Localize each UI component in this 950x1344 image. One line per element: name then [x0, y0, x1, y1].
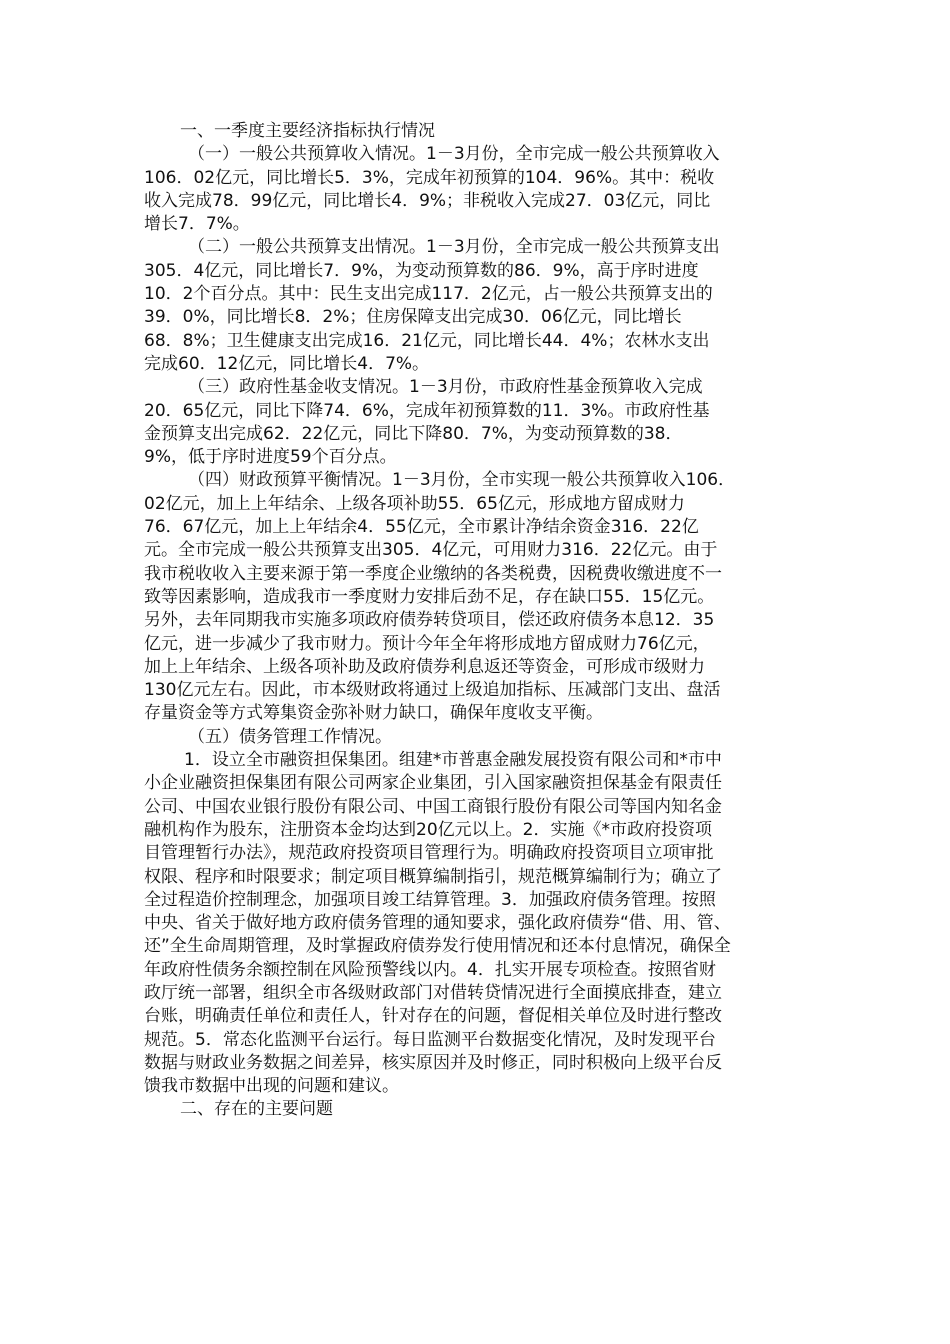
text-line: 二、存在的主要问题: [180, 1099, 333, 1120]
document-body: [144, 120, 809, 1122]
text-line: 68．8%；卫生健康支出完成16．21亿元，同比增长44．4%；农林水支出: [144, 330, 710, 351]
text-line: 106．02亿元，同比增长5．3%，完成年初预算的104．96%。其中：税收: [144, 167, 715, 188]
text-line: 完成60．12亿元，同比增长4．7%。: [144, 353, 430, 374]
text-line: 1．设立全市融资担保集团。组建*市普惠金融发展投资有限公司和*市中: [184, 750, 722, 771]
text-line: 小企业融资担保集团有限公司两家企业集团，引入国家融资担保基金有限责任: [144, 773, 722, 794]
text-line: 融机构作为股东，注册资本金均达到20亿元以上。2．实施《*市政府投资项: [144, 819, 712, 840]
text-line: 还”全生命周期管理，及时掌握政府债券发行使用情况和还本付息情况，确保全: [144, 936, 731, 957]
text-line: 元。全市完成一般公共预算支出305．4亿元，可用财力316．22亿元。由于: [144, 540, 718, 561]
text-line: 另外，去年同期我市实施多项政府债券转贷项目，偿还政府债务本息12．35: [144, 610, 715, 631]
text-line: （三）政府性基金收支情况。1－3月份，市政府性基金预算收入完成: [188, 377, 703, 398]
text-line: 年政府性债务余额控制在风险预警线以内。4．扎实开展专项检查。按照省财: [144, 959, 716, 980]
text-line: 收入完成78．99亿元，同比增长4．9%；非税收入完成27．03亿元，同比: [144, 190, 711, 211]
text-line: 政厅统一部署，组织全市各级财政部门对借转贷情况进行全面摸底排查，建立: [144, 982, 722, 1003]
text-line: （五）债务管理工作情况。: [188, 726, 392, 747]
text-line: （四）财政预算平衡情况。1－3月份，全市实现一般公共预算收入106．: [188, 470, 736, 491]
text-line: 9%，低于序时进度59个百分点。: [144, 447, 397, 468]
text-line: 20．65亿元，同比下降74．6%，完成年初预算数的11．3%。市政府性基: [144, 400, 710, 421]
text-line: 馈我市数据中出现的问题和建议。: [144, 1076, 399, 1097]
text-line: 305．4亿元，同比增长7．9%，为变动预算数的86．9%，高于序时进度: [144, 260, 699, 281]
text-line: 02亿元，加上上年结余、上级各项补助55．65亿元，形成地方留成财力: [144, 493, 685, 514]
text-line: 亿元，进一步减少了我市财力。预计今年全年将形成地方留成财力76亿元，: [144, 633, 710, 654]
text-line: 致等因素影响，造成我市一季度财力安排后劲不足，存在缺口55．15亿元。: [144, 586, 715, 607]
text-line: 10．2个百分点。其中：民生支出完成117．2亿元，占一般公共预算支出的: [144, 284, 713, 305]
text-line: 数据与财政业务数据之间差异，核实原因并及时修正，同时积极向上级平台反: [144, 1052, 722, 1073]
text-line: 金预算支出完成62．22亿元，同比下降80．7%，为变动预算数的38．: [144, 423, 683, 444]
text-line: 权限、程序和时限要求；制定项目概算编制指引，规范概算编制行为；确立了: [144, 866, 722, 887]
text-line: 公司、中国农业银行股份有限公司、中国工商银行股份有限公司等国内知名金: [144, 796, 722, 817]
text-line: （一）一般公共预算收入情况。1－3月份，全市完成一般公共预算收入: [188, 144, 720, 165]
text-line: 增长7．7%。: [144, 214, 250, 235]
text-line: 一、一季度主要经济指标执行情况: [180, 121, 435, 141]
text-line: 规范。5．常态化监测平台运行。每日监测平台数据变化情况，及时发现平台: [144, 1029, 716, 1050]
text-line: 76．67亿元，加上上年结余4．55亿元，全市累计净结余资金316．22亿: [144, 517, 699, 538]
text-line: 我市税收收入主要来源于第一季度企业缴纳的各类税费，因税费收缴进度不一: [144, 563, 722, 584]
text-line: 39．0%，同比增长8．2%；住房保障支出完成30．06亿元，同比增长: [144, 307, 682, 328]
text-line: 加上上年结余、上级各项补助及政府债券利息返还等资金，可形成市级财力: [144, 656, 705, 677]
text-line: 中央、省关于做好地方政府债务管理的通知要求，强化政府债券“借、用、管、: [144, 913, 731, 934]
text-line: 目管理暂行办法》，规范政府投资项目管理行为。明确政府投资项目立项审批: [144, 843, 714, 864]
text-line: 台账，明确责任单位和责任人，针对存在的问题，督促相关单位及时进行整改: [144, 1006, 722, 1027]
text-line: （二）一般公共预算支出情况。1－3月份，全市完成一般公共预算支出: [188, 237, 720, 258]
text-line: 全过程造价控制理念，加强项目竣工结算管理。3．加强政府债务管理。按照: [144, 889, 716, 910]
text-line: 存量资金等方式筹集资金弥补财力缺口，确保年度收支平衡。: [144, 703, 603, 724]
text-line: 130亿元左右。因此，市本级财政将通过上级追加指标、压减部门支出、盘活: [144, 680, 721, 701]
